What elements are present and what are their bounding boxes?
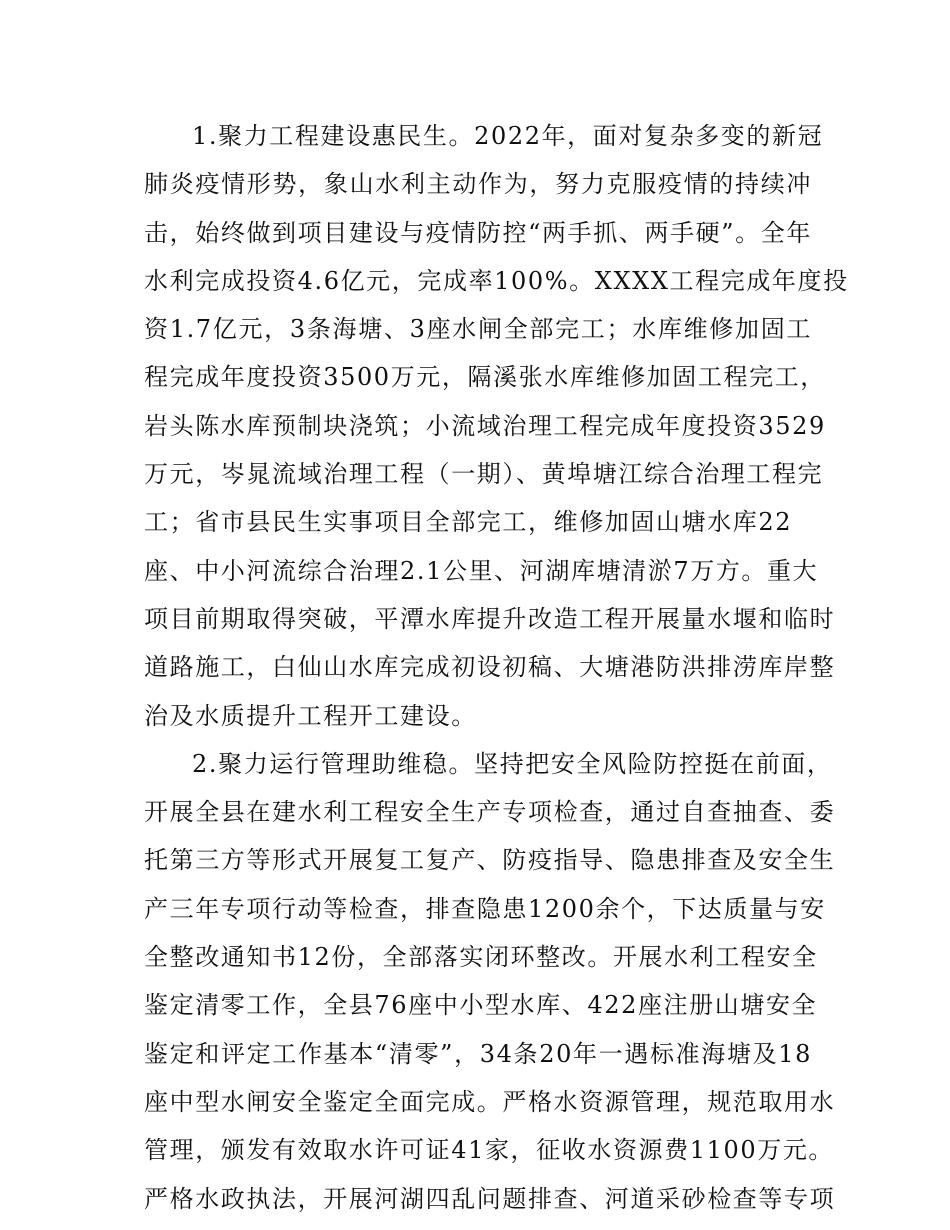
text-line: 1.聚力工程建设惠民生。2022年，面对复杂多变的新冠 xyxy=(192,122,824,150)
text-line: 托第三方等形式开展复工复产、防疫指导、隐患排查及安全生 xyxy=(144,846,836,875)
text-line: 岩头陈水库预制块浇筑；小流域治理工程完成年度投资3529 xyxy=(144,411,826,440)
text-line: 工；省市县民生实事项目全部完工，维修加固山塘水库22 xyxy=(144,508,793,537)
text-line: 资1.7亿元，3条海塘、3座水闸全部完工；水库维修加固工 xyxy=(144,315,812,344)
text-line: 肺炎疫情形势，象山水利主动作为，努力克服疫情的持续冲 xyxy=(144,170,812,199)
text-line: 管理，颁发有效取水许可证41家，征收水资源费1100万元。 xyxy=(144,1136,835,1165)
text-line: 击，始终做到项目建设与疫情防控“两手抓、两手硬”。全年 xyxy=(144,218,812,247)
text-line: 2.聚力运行管理助维稳。坚持把安全风险防控挺在前面， xyxy=(192,749,833,778)
text-line: 程完成年度投资3500万元，隔溪张水库维修加固工程完工， xyxy=(144,363,826,392)
text-line: 座中型水闸安全鉴定全面完成。严格水资源管理，规范取用水 xyxy=(144,1087,836,1116)
document-body xyxy=(144,112,849,1223)
text-line: 鉴定清零工作，全县76座中小型水库、422座注册山塘安全 xyxy=(144,991,818,1020)
text-line-last: 治及水质提升工程开工建设。 xyxy=(144,701,477,730)
text-line: 万元，岑晁流域治理工程（一期）、黄埠塘江综合治理工程完 xyxy=(144,460,824,489)
text-line: 水利完成投资4.6亿元，完成率100%。XXXX工程完成年度投 xyxy=(144,266,849,295)
paragraph-1 xyxy=(144,112,849,740)
text-line: 严格水政执法，开展河湖四乱问题排查、河道采砂检查等专项 xyxy=(144,1184,836,1213)
paragraph-2 xyxy=(144,740,836,1223)
text-line: 座、中小河流综合治理2.1公里、河湖库塘清淤7万方。重大 xyxy=(144,556,819,585)
text-line: 项目前期取得突破，平潭水库提升改造工程开展量水堰和临时 xyxy=(144,604,836,633)
text-line: 开展全县在建水利工程安全生产专项检查，通过自查抽查、委 xyxy=(144,798,836,827)
text-line: 鉴定和评定工作基本“清零”，34条20年一遇标准海塘及18 xyxy=(144,1039,812,1068)
text-line: 全整改通知书12份，全部落实闭环整改。开展水利工程安全 xyxy=(144,943,818,972)
text-line: 产三年专项行动等检查，排查隐患1200余个，下达质量与安 xyxy=(144,894,826,923)
text-line: 道路施工，白仙山水库完成初设初稿、大塘港防洪排涝库岸整 xyxy=(144,653,836,682)
